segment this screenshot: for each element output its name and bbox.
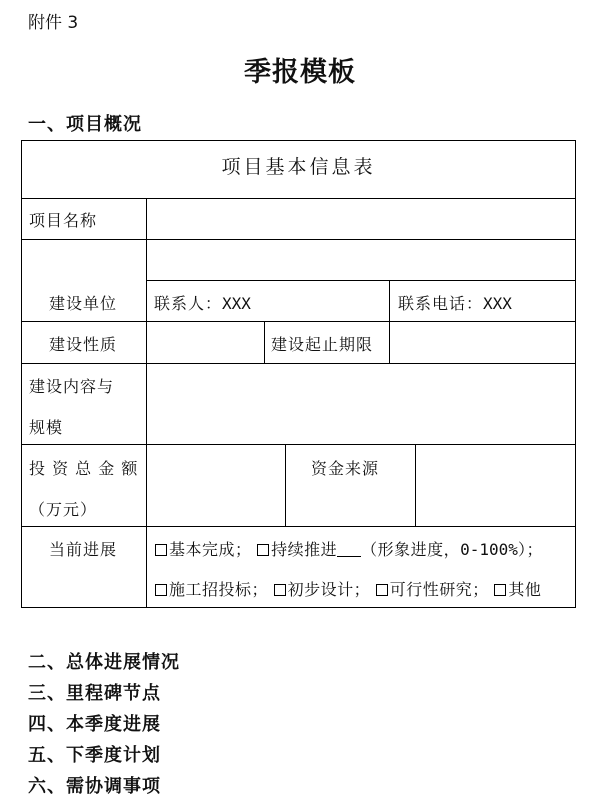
- construction-content-label: 建设内容与: [29, 377, 115, 396]
- option-preliminary-design[interactable]: 初步设计；: [274, 577, 371, 600]
- checkbox-icon[interactable]: [257, 544, 269, 556]
- construction-period-label: 建设起止期限: [271, 335, 374, 354]
- table-column-divider: [285, 444, 286, 526]
- attachment-label: 附件 3: [28, 13, 79, 33]
- table-title: 项目基本信息表: [221, 156, 376, 178]
- table-border-right: [575, 140, 576, 608]
- option-other[interactable]: 其他: [494, 577, 541, 600]
- section-heading-coordination-items: 六、需协调事项: [28, 776, 161, 797]
- fund-source-label: 资金来源: [311, 459, 380, 478]
- section-heading-overview: 一、项目概况: [28, 114, 142, 135]
- project-info-table: [21, 140, 576, 608]
- table-row-divider: [21, 526, 576, 527]
- construction-scale-label: 规模: [29, 418, 64, 437]
- phone-value: XXX: [483, 294, 512, 313]
- phone-field: [398, 291, 512, 314]
- investment-unit-label: （万元）: [29, 500, 98, 519]
- checkbox-icon[interactable]: [155, 544, 167, 556]
- table-row-divider: [21, 198, 576, 199]
- current-progress-label: 当前进展: [49, 540, 118, 559]
- progress-options-line-1: 基本完成； 持续推进 （形象进度，0-100%）；: [155, 537, 543, 560]
- checkbox-icon[interactable]: [155, 584, 167, 596]
- checkbox-icon[interactable]: [494, 584, 506, 596]
- option-feasibility[interactable]: 可行性研究；: [376, 577, 489, 600]
- progress-range: 0-100%: [460, 540, 518, 559]
- project-name-label: 项目名称: [29, 211, 98, 230]
- table-border-top: [21, 140, 576, 141]
- table-row-divider: [146, 280, 576, 281]
- table-row-divider: [21, 444, 576, 445]
- contact-value: XXX: [222, 294, 251, 313]
- table-row-divider: [21, 321, 576, 322]
- construction-nature-label: 建设性质: [49, 335, 118, 354]
- section-heading-milestones: 三、里程碑节点: [28, 683, 161, 704]
- table-column-divider: [415, 444, 416, 526]
- table-column-divider: [389, 280, 390, 363]
- table-border-bottom: [21, 607, 576, 608]
- option-bidding[interactable]: 施工招投标；: [155, 577, 268, 600]
- contact-field: [154, 291, 251, 314]
- table-row-divider: [21, 239, 576, 240]
- total-investment-label: 投 资 总 金 额: [29, 459, 139, 478]
- document-title: 季报模板: [244, 57, 356, 88]
- contact-label: 联系人：: [154, 294, 223, 313]
- option-ongoing[interactable]: 持续推进: [257, 537, 337, 560]
- checkbox-icon[interactable]: [376, 584, 388, 596]
- section-heading-quarter-progress: 四、本季度进展: [28, 714, 161, 735]
- progress-percent-blank[interactable]: [337, 542, 361, 557]
- table-row-divider: [21, 363, 576, 364]
- progress-options-line-2: [155, 577, 541, 600]
- table-column-divider: [146, 198, 147, 608]
- table-border-left: [21, 140, 22, 608]
- option-basic-complete[interactable]: 基本完成；: [155, 537, 252, 560]
- checkbox-icon[interactable]: [274, 584, 286, 596]
- section-heading-overall-progress: 二、总体进展情况: [28, 652, 180, 673]
- table-column-divider: [264, 321, 265, 363]
- phone-label: 联系电话：: [398, 294, 484, 313]
- construction-unit-label: 建设单位: [49, 294, 118, 313]
- section-heading-next-quarter-plan: 五、下季度计划: [28, 745, 161, 766]
